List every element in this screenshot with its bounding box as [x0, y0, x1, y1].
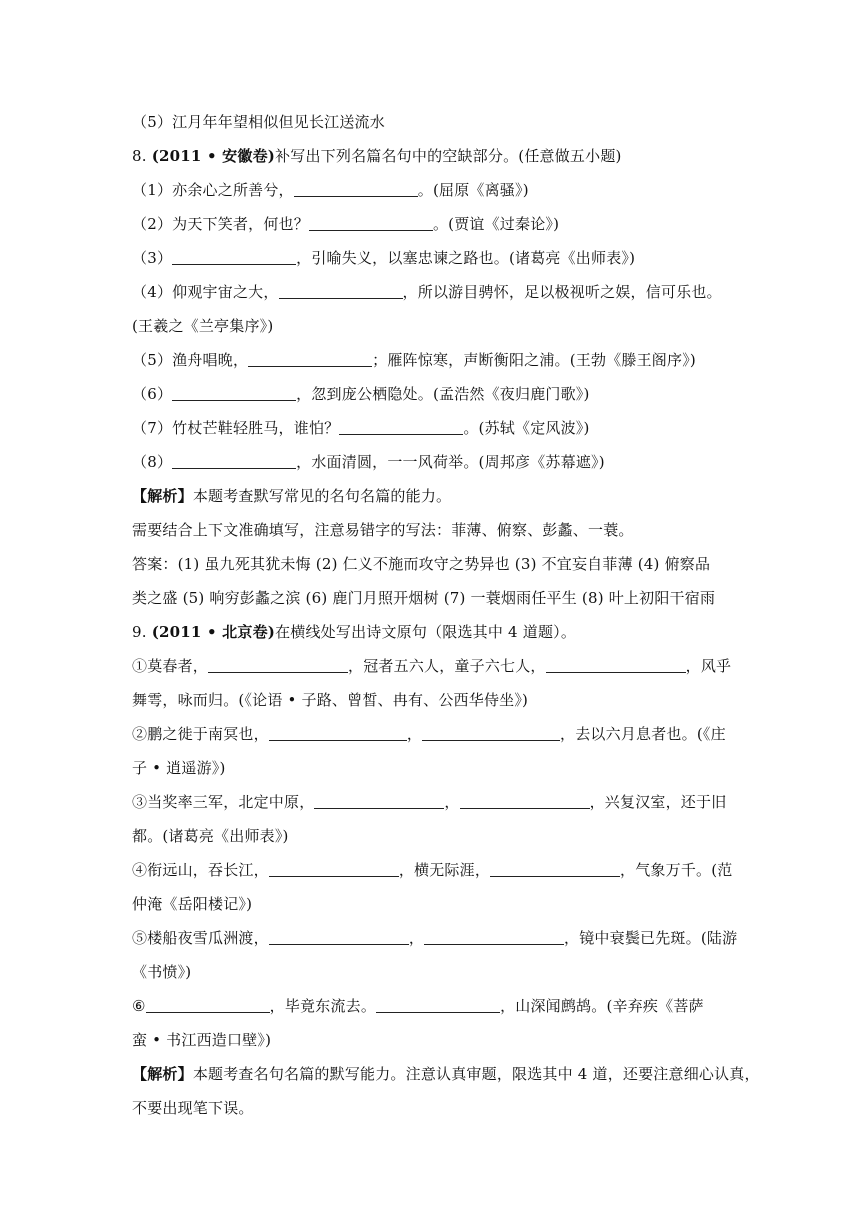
answer-blank[interactable]	[546, 658, 686, 673]
line-text: ，忽到庞公栖隐处。(孟浩然《夜归鹿门歌》)	[296, 385, 590, 403]
text-line	[132, 350, 732, 370]
text-line	[132, 962, 732, 982]
line-text: （7）竹杖芒鞋轻胜马，谁怕？	[132, 419, 340, 437]
text-line	[132, 1098, 732, 1118]
answer-blank[interactable]	[172, 250, 296, 265]
line-text: （2）为天下笑者，何也？	[132, 215, 309, 233]
line-text: 类之盛 (5) 响穷彭蠡之滨 (6) 鹿门月照开烟树 (7) 一蓑烟雨任平生 (8) 叶上初阳干宿雨	[132, 589, 716, 607]
analysis-line	[132, 1064, 760, 1084]
answer-blank[interactable]	[460, 794, 590, 809]
line-text: ，水面清圆，一一风荷举。(周邦彦《苏幕遮》)	[296, 453, 605, 471]
text-line	[132, 894, 732, 914]
text-line	[132, 826, 732, 846]
answer-blank[interactable]	[422, 726, 560, 741]
question-number: 8.	[132, 147, 152, 165]
line-text: （5）渔舟唱晚，	[132, 351, 249, 369]
line-text: 子 • 逍遥游》)	[132, 759, 226, 777]
line-text: 需要结合上下文准确填写，注意易错字的写法：菲薄、俯察、彭蠡、一蓑。	[132, 521, 634, 539]
line-text: ，	[408, 929, 425, 947]
question-9-heading	[132, 622, 732, 642]
text-line	[132, 316, 732, 336]
line-text: ，所以游目骋怀，足以极视听之娱，信可乐也。	[402, 283, 722, 301]
answer-blank[interactable]	[269, 726, 407, 741]
text-line	[132, 384, 732, 404]
line-text: ，引喻失义，以塞忠谏之路也。(诸葛亮《出师表》)	[296, 249, 636, 267]
line-text: 本题考查默写常见的名句名篇的能力。	[192, 487, 452, 505]
line-text: 舞雩，咏而归。(《论语 • 子路、曾皙、冉有、公西华侍坐》)	[132, 691, 529, 709]
analysis-tag: 【解析】	[132, 1065, 193, 1083]
text-line	[132, 214, 732, 234]
analysis-line	[132, 486, 732, 506]
answer-blank[interactable]	[279, 284, 403, 299]
analysis-tag: 【解析】	[132, 487, 193, 505]
answer-line	[132, 554, 732, 574]
question-source: (2011 • 北京卷)	[151, 623, 276, 641]
text-line	[132, 112, 732, 132]
line-text: ，冠者五六人，童子六七人，	[348, 657, 546, 675]
line-text: 。(贾谊《过秦论》)	[432, 215, 560, 233]
line-text: 不要出现笔下误。	[132, 1099, 254, 1117]
line-text: 。(苏轼《定风波》)	[463, 419, 590, 437]
answer-blank[interactable]	[172, 454, 296, 469]
line-text: 都。(诸葛亮《出师表》)	[132, 827, 289, 845]
question-number: 9.	[132, 623, 152, 641]
line-text: （3）	[132, 249, 173, 267]
text-line	[132, 792, 732, 812]
text-line	[132, 860, 732, 880]
line-text: ，气象万千。(范	[620, 861, 733, 879]
line-text: ③当奖率三军，北定中原，	[132, 793, 315, 811]
line-text: ，	[444, 793, 460, 811]
line-text: 仲淹《岳阳楼记》)	[132, 895, 253, 913]
question-source: (2011 • 安徽卷)	[151, 147, 276, 165]
text-line	[132, 724, 732, 744]
answer-blank[interactable]	[146, 998, 270, 1013]
answer-blank[interactable]	[248, 352, 372, 367]
line-text: （1）亦余心之所善兮，	[132, 181, 294, 199]
text-line	[132, 452, 732, 472]
answer-blank[interactable]	[269, 930, 409, 945]
answer-blank[interactable]	[490, 862, 620, 877]
line-text: ⑤楼船夜雪瓜洲渡，	[132, 929, 269, 947]
line-text: ，风乎	[685, 657, 732, 675]
line-text: ，横无际涯，	[398, 861, 491, 879]
text-line	[132, 996, 732, 1016]
line-text: ，兴复汉室，还于旧	[589, 793, 727, 811]
line-text: ，镜中衰鬓已先斑。(陆游	[564, 929, 738, 947]
text-line	[132, 248, 732, 268]
line-text: （8）	[132, 453, 173, 471]
text-line	[132, 180, 732, 200]
line-text: (王羲之《兰亭集序》)	[132, 317, 274, 335]
line-text: 答案：(1) 虽九死其犹未悔 (2) 仁义不施而攻守之势异也 (3) 不宜妄自菲薄 (4) 俯察品	[132, 555, 711, 573]
text-line	[132, 928, 738, 948]
line-text: ②鹏之徙于南冥也，	[132, 725, 269, 743]
question-8-heading	[132, 146, 732, 166]
answer-blank[interactable]	[314, 794, 444, 809]
line-text: ；雁阵惊寒，声断衡阳之浦。(王勃《滕王阁序》)	[372, 351, 696, 369]
answer-blank[interactable]	[309, 216, 433, 231]
text-line	[132, 758, 732, 778]
answer-blank[interactable]	[208, 658, 348, 673]
line-text: ①莫春者，	[132, 657, 209, 675]
text-line	[132, 690, 732, 710]
line-text: （5）江月年年望相似但见长江送流水	[132, 113, 385, 131]
text-line	[132, 520, 732, 540]
text-line	[132, 418, 732, 438]
answer-blank[interactable]	[339, 420, 463, 435]
text-line	[132, 656, 732, 676]
answer-blank[interactable]	[172, 386, 296, 401]
answer-blank[interactable]	[424, 930, 564, 945]
line-text: （6）	[132, 385, 173, 403]
line-text: ，山深闻鹧鸪。(辛弃疾《菩萨	[500, 997, 704, 1015]
line-text: 。(屈原《离骚》)	[417, 181, 529, 199]
line-text: ④衔远山，吞长江，	[132, 861, 269, 879]
text-line	[132, 282, 732, 302]
line-text: ，毕竟东流去。	[269, 997, 377, 1015]
answer-line	[132, 588, 732, 608]
question-prompt: 在横线处写出诗文原句（限选其中 4 道题）。	[275, 623, 577, 641]
line-text: ，去以六月息者也。(《庄	[560, 725, 726, 743]
answer-blank[interactable]	[294, 182, 418, 197]
question-prompt: 补写出下列名篇名句中的空缺部分。(任意做五小题)	[275, 147, 622, 165]
line-text: （4）仰观宇宙之大，	[132, 283, 279, 301]
answer-blank[interactable]	[376, 998, 500, 1013]
answer-blank[interactable]	[269, 862, 399, 877]
line-text: 《书愤》)	[132, 963, 192, 981]
line-text: ⑥	[132, 997, 146, 1015]
text-line	[132, 1030, 732, 1050]
line-text: 蛮 • 书江西造口壁》)	[132, 1031, 272, 1049]
line-text: 本题考查名句名篇的默写能力。注意认真审题，限选其中 4 道，还要注意细心认真，	[192, 1065, 760, 1083]
line-text: ，	[406, 725, 423, 743]
